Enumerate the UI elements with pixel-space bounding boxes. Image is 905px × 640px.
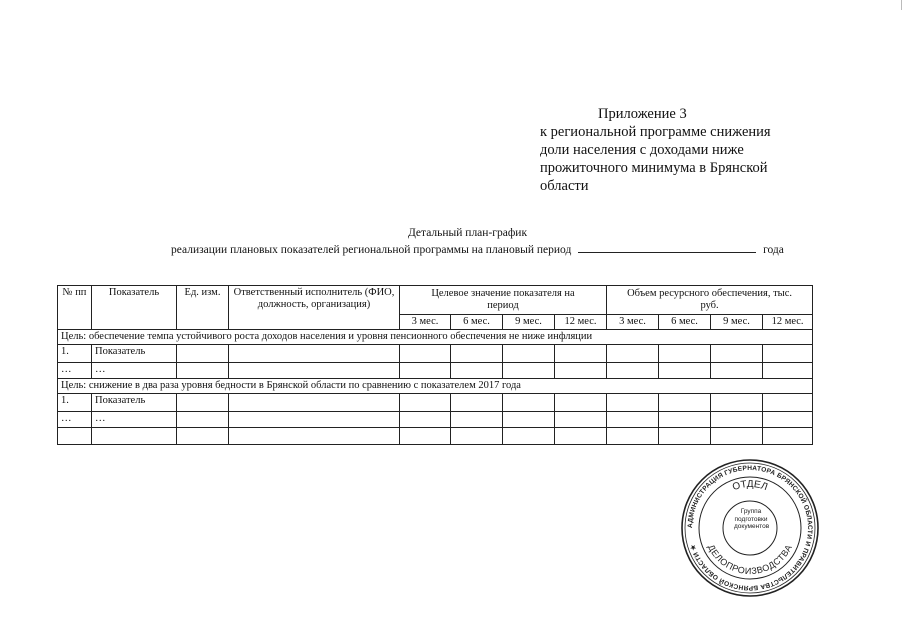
table-cell [58, 428, 92, 445]
stamp-middle-bottom: ДЕЛОПРОИЗВОДСТВА [705, 542, 795, 577]
table-cell [659, 412, 711, 428]
period-header: 12 мес. [763, 315, 813, 330]
svg-text:ОТДЕЛ [731, 479, 769, 493]
appendix-line-4: области [540, 178, 589, 194]
period-header: 3 мес. [607, 315, 659, 330]
table-cell [555, 363, 607, 379]
heading-year-word: года [763, 244, 784, 256]
table-cell [503, 394, 555, 412]
table-cell [229, 428, 400, 445]
table-row [58, 412, 813, 428]
period-header: 9 мес. [711, 315, 763, 330]
row-ellipsis: … [58, 363, 92, 379]
row-indicator: Показатель [92, 394, 177, 412]
stamp-middle-top: ОТДЕЛ [731, 479, 769, 494]
table-cell [400, 428, 451, 445]
stamp-inner-text: Группа подготовки документов [734, 508, 770, 530]
period-header: 6 мес. [659, 315, 711, 330]
table-row [58, 394, 813, 412]
table-cell [229, 394, 400, 412]
heading-subtitle-text: реализации плановых показателей региональной программы на плановый период [171, 244, 572, 256]
table-cell [177, 363, 229, 379]
table-cell [763, 428, 813, 445]
table-cell [607, 394, 659, 412]
table-cell [659, 345, 711, 363]
table-cell [555, 428, 607, 445]
table-cell [503, 363, 555, 379]
row-number: 1. [58, 394, 92, 412]
heading-subtitle [171, 241, 784, 258]
table-row [58, 363, 813, 379]
col-header-num: № пп [58, 286, 92, 330]
table-cell [451, 363, 503, 379]
row-ellipsis: … [58, 412, 92, 428]
table-cell [451, 345, 503, 363]
appendix-line-3: прожиточного минимума в Брянской [540, 160, 768, 176]
table-cell [607, 428, 659, 445]
table-cell [711, 363, 763, 379]
col-header-target: Целевое значение показателя на период [400, 286, 607, 315]
col-header-unit: Ед. изм. [177, 286, 229, 330]
table-cell [92, 428, 177, 445]
table-cell [711, 394, 763, 412]
row-indicator: Показатель [92, 345, 177, 363]
table-cell [451, 394, 503, 412]
table-cell [659, 428, 711, 445]
table-cell [503, 345, 555, 363]
goal-text: Цель: снижение в два раза уровня бедности в Брянской области по сравнению с показателем 2017 года [58, 379, 813, 394]
period-header: 3 мес. [400, 315, 451, 330]
plan-schedule-table [57, 285, 813, 445]
table-cell [763, 412, 813, 428]
appendix-block [540, 105, 800, 195]
header-row [58, 286, 813, 315]
period-header: 6 мес. [451, 315, 503, 330]
table-cell [711, 345, 763, 363]
table-cell [711, 428, 763, 445]
period-header: 9 мес. [503, 315, 555, 330]
document-heading [0, 226, 905, 256]
goal-row-1 [58, 330, 813, 345]
table-cell [177, 412, 229, 428]
svg-text:ДЕЛОПРОИЗВОДСТВА [706, 543, 794, 576]
col-header-responsible: Ответственный исполнитель (ФИО, должность, организация) [229, 286, 400, 330]
stamp-ring-text: АДМИНИСТРАЦИЯ ГУБЕРНАТОРА БРЯНСКОЙ ОБЛАСТИ И ПРАВИТЕЛЬСТВА БРЯНСКОЙ ОБЛАСТИ ★ [686, 464, 814, 592]
col-header-resources: Объем ресурсного обеспечения, тыс. руб. [607, 286, 813, 315]
appendix-title: Приложение 3 [598, 106, 687, 122]
table-cell [400, 394, 451, 412]
table-cell [400, 345, 451, 363]
appendix-line-1: к региональной программе снижения [540, 124, 771, 140]
table-row [58, 428, 813, 445]
appendix-line-2: доли населения с доходами ниже [540, 142, 744, 158]
table-cell [503, 412, 555, 428]
table-cell [763, 363, 813, 379]
table-cell [451, 412, 503, 428]
table-cell [607, 363, 659, 379]
table-cell [555, 345, 607, 363]
table-cell [177, 428, 229, 445]
table-cell [400, 363, 451, 379]
table-cell [451, 428, 503, 445]
table-cell [659, 363, 711, 379]
table-cell [229, 345, 400, 363]
goal-text: Цель: обеспечение темпа устойчивого роста доходов населения и уровня пенсионного обеспечения не ниже инфляции [58, 330, 813, 345]
table-cell [229, 412, 400, 428]
table-cell [555, 412, 607, 428]
table-cell [229, 363, 400, 379]
goal-row-2 [58, 379, 813, 394]
table-cell [763, 345, 813, 363]
table-cell [607, 345, 659, 363]
table-cell [400, 412, 451, 428]
office-stamp [680, 458, 820, 598]
table-cell [555, 394, 607, 412]
row-ellipsis: … [92, 363, 177, 379]
row-number: 1. [58, 345, 92, 363]
table-cell [177, 345, 229, 363]
table-cell [763, 394, 813, 412]
period-header: 12 мес. [555, 315, 607, 330]
row-ellipsis: … [92, 412, 177, 428]
table-cell [659, 394, 711, 412]
table-cell [177, 394, 229, 412]
col-header-indicator: Показатель [92, 286, 177, 330]
scan-edge-mark [901, 0, 902, 10]
heading-title: Детальный план-график [407, 227, 528, 239]
table-cell [711, 412, 763, 428]
table-row [58, 345, 813, 363]
table-cell [503, 428, 555, 445]
table-cell [607, 412, 659, 428]
period-blank-line [578, 241, 756, 253]
